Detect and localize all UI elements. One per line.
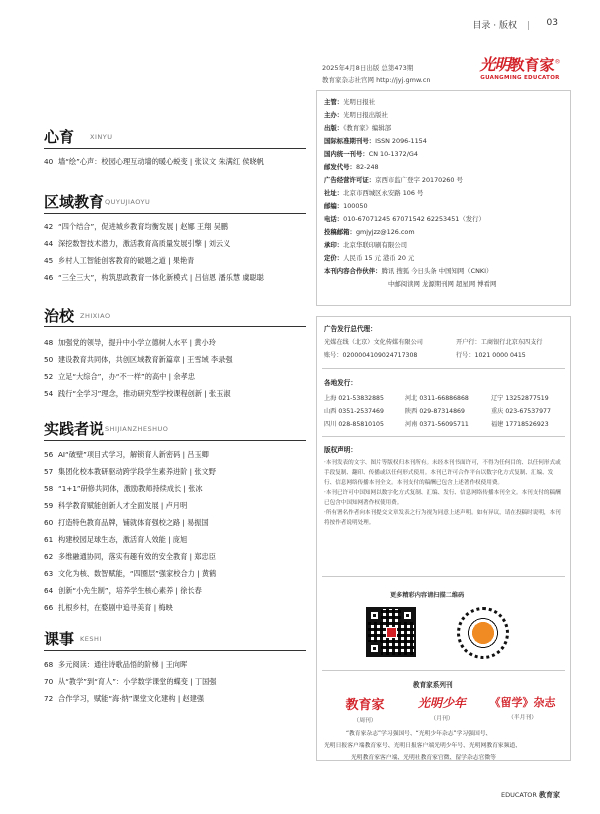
entry-page: 64 [44, 586, 54, 595]
section-rule [44, 326, 306, 327]
series-line: 光明教育家客户端、光明社教育家官微、留学杂志官微等 [351, 755, 496, 761]
toc-entry[interactable] [44, 660, 314, 670]
toc-entry[interactable] [44, 338, 314, 348]
toc-entry[interactable] [44, 372, 314, 382]
page-number: 03 [546, 18, 558, 28]
info-value[interactable]: gmjyjzz@126.com [355, 228, 415, 236]
info-label: 承印： [324, 241, 344, 249]
agent-cell: 上海 021-53832885 [324, 395, 384, 402]
section-rule [44, 650, 306, 651]
qr-finder [401, 609, 414, 622]
mag-freq: （半月刊） [508, 715, 537, 721]
entry-page: 63 [44, 569, 54, 578]
entry-text: 多维融通协同，落实有趣有效的安全教育 | 郑忠臣 [58, 552, 216, 561]
info-value: ISSN 2096-1154 [375, 137, 427, 145]
qr-code-wechat[interactable] [366, 607, 416, 657]
toc-entry[interactable] [44, 569, 314, 579]
info-label: 国内统一刊号： [324, 150, 369, 158]
entry-text: 构建校园足球生态，激活育人效能 | 庞旭 [58, 535, 188, 544]
agent-cell: 福建 17718526923 [491, 421, 549, 428]
ad-account: 账号：0200004109024717308 [324, 352, 418, 359]
toc-entry[interactable] [44, 239, 314, 249]
info-label: 邮编： [324, 202, 344, 210]
issue-line: 2025年4月8日出版 总第473期 [322, 64, 414, 72]
info-label: 主管： [324, 98, 344, 106]
logo-english: GUANGMING EDUCATOR [480, 75, 560, 81]
section-pinyin-keshi: KESHI [80, 635, 102, 643]
ad-bank: 开户行：工商银行北京东四支行 [456, 339, 543, 346]
notice-body [324, 458, 562, 528]
entry-page: 66 [44, 603, 54, 612]
entry-page: 72 [44, 694, 54, 703]
info-row [324, 188, 423, 197]
toc-entry[interactable] [44, 355, 314, 365]
info-row [324, 149, 418, 158]
entry-page: 57 [44, 467, 54, 476]
entry-page: 48 [44, 338, 54, 347]
mag-name: 《留学》杂志 [489, 696, 556, 709]
info-label: 出版： [324, 124, 344, 132]
info-value: 北京市西城区永安路 106 号 [343, 189, 424, 197]
notice-title: 版权声明： [324, 446, 357, 454]
toc-entry[interactable] [44, 450, 314, 460]
entry-text: 科学教育赋能创新人才全面发展 | 卢月明 [58, 501, 188, 510]
website-line: 教育家杂志社官网 http://jyj.gmw.cn [322, 76, 431, 84]
footer-cn: 教育家 [539, 791, 560, 799]
info-row [388, 279, 496, 288]
entry-text: 立足“大综合”，办“不一样”的高中 | 余孝忠 [58, 372, 195, 381]
qr-caption: 更多精彩内容请扫描二维码 [390, 592, 465, 599]
entry-page: 42 [44, 222, 54, 231]
agent-cell: 四川 028-85810105 [324, 421, 384, 428]
header-section: 目录 · 版权 [472, 21, 517, 31]
section-title-keshi: 课事 [44, 630, 75, 648]
section-title-shijian: 实践者说 [44, 420, 105, 438]
publication-info [322, 62, 430, 86]
info-label: 邮发代号： [324, 163, 356, 171]
section-rule [44, 440, 306, 441]
info-value: 82-248 [355, 163, 379, 171]
qr-logo [386, 627, 397, 638]
info-value: 人民币 15 元 港币 20 元 [343, 254, 415, 262]
entry-page: 54 [44, 389, 54, 398]
mag-freq: （月刊） [430, 716, 454, 722]
toc-entry[interactable] [44, 694, 314, 704]
entry-page: 60 [44, 518, 54, 527]
toc-entry[interactable] [44, 501, 314, 511]
notice-paragraph: ·本刊已许可中国知网以数字化方式复制、汇编、发行、信息网络传播本刊全文。本刊支付的稿酬已包含中国知网著作权使用费。 [324, 490, 561, 506]
section-pinyin-zhixiao: ZHIXIAO [80, 312, 111, 320]
entry-page: 61 [44, 535, 54, 544]
entry-page: 50 [44, 355, 54, 364]
info-value: 010-67071245 67071542 62253451（发行） [343, 215, 485, 223]
entry-text: 多元阅读：通往诗歌品悟的阶梯 | 王向晖 [58, 660, 188, 669]
agent-cell: 重庆 023-67537977 [491, 408, 551, 415]
entry-page: 68 [44, 660, 54, 669]
entry-text: “三全三大”，构筑思政教育一体化新模式 | 吕信恩 潘乐慧 虞聪聪 [58, 273, 264, 282]
series-title: 教育家系列刊 [413, 681, 453, 689]
entry-page: 52 [44, 372, 54, 381]
notice-paragraph: ·本刊发表的文字、图片等版权归本刊所有。未经本刊书面许可，不得为任何目的、以任何形式或手段复制、翻印、传播或以任何形式使用。本刊已许可合作平台以数字化方式复制、汇编、发行、信息网络传播本刊全文。本刊支付的稿酬已包含上述著作权使用费。 [324, 460, 561, 486]
info-row [324, 240, 407, 249]
info-value: CN 10-1372/G4 [368, 150, 418, 158]
section-title-xinyu: 心育 [44, 128, 75, 146]
toc-entry[interactable] [44, 484, 314, 494]
mag-guangming-shaonian[interactable] [412, 694, 472, 722]
toc-entry[interactable] [44, 256, 314, 266]
toc-entry[interactable] [44, 273, 314, 283]
entry-text: 创新“小先生制”，培养学生核心素养 | 徐长春 [58, 586, 202, 595]
agent-cell: 山西 0351-2537469 [324, 408, 384, 415]
entry-page: 56 [44, 450, 54, 459]
entry-text: 集团化校本教研驱动跨学段学生素养进阶 | 张文野 [58, 467, 216, 476]
section-pinyin-xinyu: XINYU [90, 133, 113, 141]
entry-text: “四个结合”，促进城乡教育均衡发展 | 赵娜 王翔 吴鹏 [58, 222, 228, 231]
entry-page: 45 [44, 256, 54, 265]
divider [322, 670, 565, 671]
toc-entry[interactable] [44, 222, 314, 232]
logo-main: 教育家 [509, 56, 555, 74]
info-row [324, 175, 463, 184]
info-value: 中邮阅读网 龙源期刊网 超星网 博看网 [388, 280, 497, 288]
info-row [324, 136, 427, 145]
entry-text: “1+1”研修共同体，激励教师持续成长 | 张冰 [58, 484, 203, 493]
entry-text: 打造特色教育品牌，铺就体育强校之路 | 易振国 [58, 518, 209, 527]
toc-entry[interactable] [44, 552, 314, 562]
logo-script: 光明 [479, 55, 510, 74]
info-row [324, 266, 492, 275]
entry-page: 62 [44, 552, 54, 561]
toc-entry[interactable] [44, 518, 314, 528]
info-value: 100050 [343, 202, 368, 210]
entry-text: 加强党的领导，提升中小学立德树人水平 | 黄小玲 [58, 338, 216, 347]
footer [501, 790, 560, 800]
logo-reg: ® [554, 58, 561, 66]
entry-text: 墙“绘”心声：校园心理互动墙的暖心蜕变 | 张议文 朱满红 侯晓帆 [58, 157, 264, 166]
entry-text: 建设教育共同体，共创区域教育新篇章 | 王雪域 李录强 [58, 355, 233, 364]
info-label: 主办： [324, 111, 344, 119]
mag-name: 光明少年 [417, 696, 466, 710]
magazine-logo [470, 52, 570, 81]
info-label: 社址： [324, 189, 344, 197]
toc-entry[interactable] [44, 586, 314, 596]
info-label: 定价： [324, 254, 344, 262]
entry-text: 践行“全学习”理念，推动研究型学校课程创新 | 张玉淑 [58, 389, 231, 398]
entry-text: 文化为核、数智赋能，“四圈层”强家校合力 | 黄鹤 [58, 569, 217, 578]
agent-cell: 陕西 029-87314869 [405, 408, 465, 415]
info-label: 本刊内容合作伙伴： [324, 267, 382, 275]
toc-entry[interactable] [44, 467, 314, 477]
agent-cell: 河北 0311-66886868 [405, 395, 469, 402]
qr-code-miniprogram[interactable] [457, 607, 509, 659]
info-row [324, 253, 414, 262]
entry-page: 46 [44, 273, 54, 282]
qr-finder [368, 609, 381, 622]
info-value: 光明日报社 [343, 98, 376, 106]
entry-text: 从“教学”到“育人”：小学数学课堂的蝶变 | 丁国强 [58, 677, 217, 686]
section-pinyin-quyu: QUYUJIAOYU [105, 198, 151, 206]
info-row [324, 123, 391, 132]
agent-cell: 辽宁 13252877519 [491, 395, 549, 402]
section-rule [44, 213, 306, 214]
mag-name: 教育家 [345, 698, 385, 713]
info-value: 《教育家》编辑部 [343, 124, 392, 132]
toc-entry[interactable] [44, 677, 314, 687]
info-row [324, 214, 485, 223]
info-row [324, 162, 379, 171]
toc-entry[interactable] [44, 535, 314, 545]
agents-title: 各地发行： [324, 379, 357, 387]
series-line: 光明日报客户端教育家号、光明日报客户端光明少年号、光明网教育家频道、 [324, 743, 522, 749]
entry-page: 70 [44, 677, 54, 686]
info-row [324, 227, 415, 236]
info-row [324, 110, 388, 119]
divider [322, 368, 565, 369]
toc-entry[interactable] [44, 603, 314, 613]
ad-company: 光媒在线（北京）文化传媒有限公司 [324, 339, 423, 346]
entry-text: 深挖数智技术潜力，激活教育高质量发展引擎 | 刘云义 [58, 239, 231, 248]
info-label: 广告经营许可证： [324, 176, 376, 184]
info-label: 投稿邮箱： [324, 228, 356, 236]
info-value: 腾讯 搜狐 今日头条 中国知网（CNKI） [381, 267, 493, 275]
header-divider: | [526, 21, 530, 31]
divider [322, 436, 565, 437]
qr-finder [368, 642, 381, 655]
entry-page: 40 [44, 157, 54, 166]
toc-entry[interactable] [44, 157, 314, 167]
notice-paragraph: ·所有署名作者向本刊提交文章发表之行为视为同意上述声明。如有异议，请在投稿时说明，本刊将按作者说明处理。 [324, 510, 561, 526]
ad-title: 广告发行总代理： [324, 325, 377, 333]
info-value: 光明日报出版社 [343, 111, 388, 119]
section-title-quyu: 区域教育 [44, 193, 105, 211]
info-row [324, 97, 375, 106]
entry-page: 59 [44, 501, 54, 510]
section-rule [44, 148, 306, 149]
entry-text: 合作学习，赋能“海·纳”课堂文化建构 | 赵建强 [58, 694, 205, 703]
footer-en: EDUCATOR [500, 791, 537, 799]
mag-jiaoyujia[interactable] [340, 694, 390, 724]
info-row [324, 201, 368, 210]
entry-text: 乡村人工智能创客教育的破题之道 | 果艳青 [58, 256, 195, 265]
divider [322, 576, 565, 577]
ad-bank-code: 行号：1021 0000 0415 [456, 352, 526, 359]
section-pinyin-shijian: SHIJIANZHESHUO [105, 425, 169, 433]
info-value: 京西市监广登字 20170260 号 [375, 176, 463, 184]
entry-page: 44 [44, 239, 54, 248]
running-header [472, 18, 540, 31]
info-label: 电话： [324, 215, 344, 223]
mag-freq: （周刊） [353, 718, 377, 724]
toc-entry[interactable] [44, 389, 314, 399]
mag-liuxue[interactable] [485, 694, 560, 721]
entry-page: 58 [44, 484, 54, 493]
entry-text: 扎根乡村，在婺剧中追寻美育 | 梅映 [58, 603, 173, 612]
agent-cell: 河南 0371-56095711 [405, 421, 469, 428]
info-value: 北京华联印刷有限公司 [343, 241, 408, 249]
section-title-zhixiao: 治校 [44, 307, 75, 325]
info-label: 国际标准期刊号： [324, 137, 376, 145]
series-line: “教育家杂志”学习强国号、“光明少年杂志”学习强国号、 [346, 731, 492, 737]
entry-text: AI“破壁”项目式学习，解锁育人新密码 | 吕玉卿 [58, 450, 209, 459]
